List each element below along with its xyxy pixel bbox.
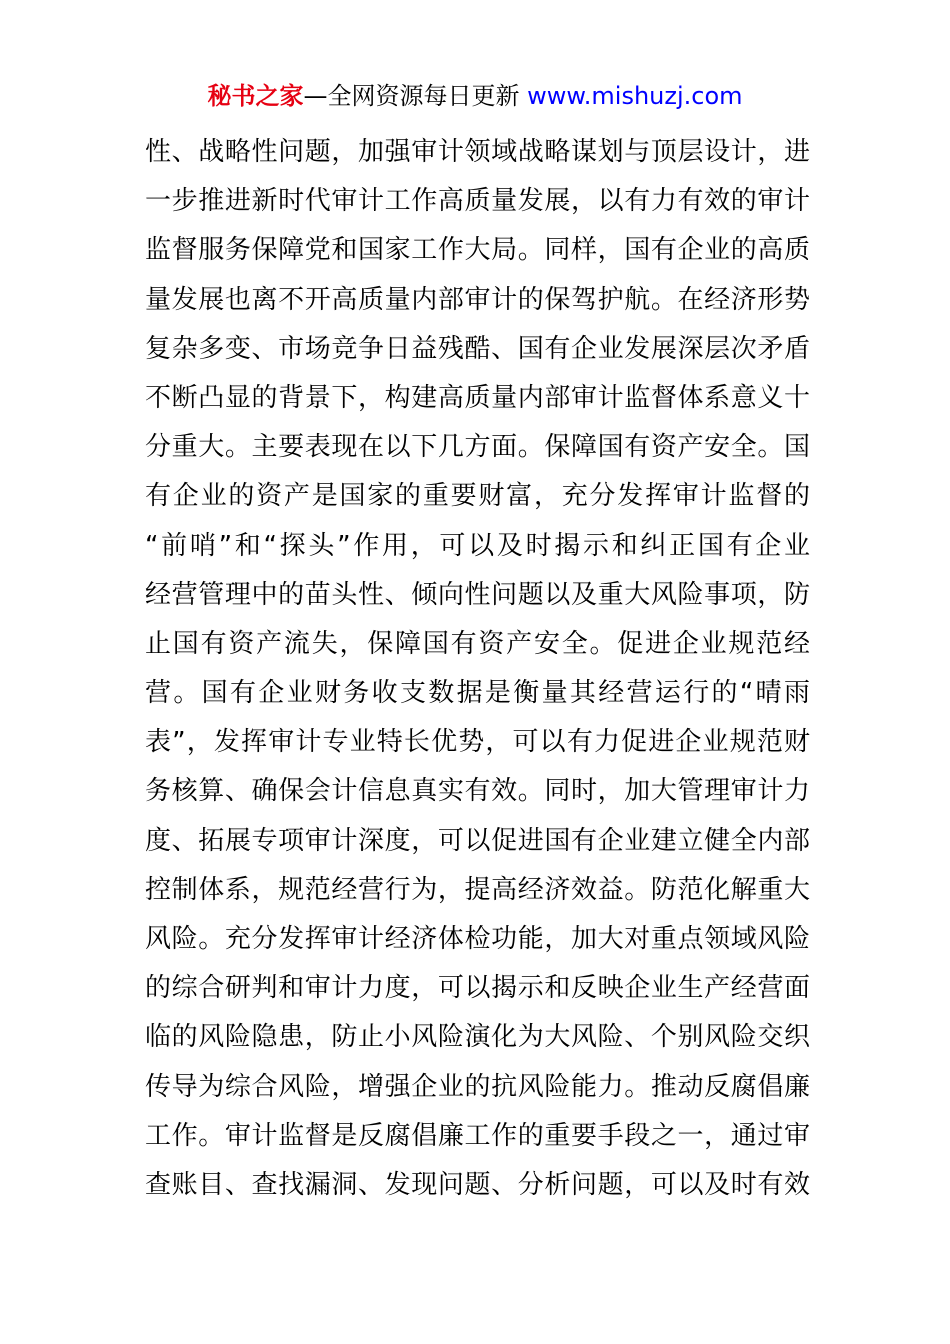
text-line: 工作。审计监督是反腐倡廉工作的重要手段之一，通过审 [145, 1120, 810, 1151]
text-line: 有企业的资产是国家的重要财富，充分发挥审计监督的 [145, 481, 810, 512]
text-line: 传导为综合风险，增强企业的抗风险能力。推动反腐倡廉 [145, 1071, 810, 1102]
text-line: 查账目、查找漏洞、发现问题、分析问题，可以及时有效 [145, 1169, 810, 1200]
text-line: 监督服务保障党和国家工作大局。同样，国有企业的高质 [145, 235, 810, 266]
site-url-link[interactable]: www.mishuzj.com [527, 82, 743, 110]
text-line: 不断凸显的背景下，构建高质量内部审计监督体系意义十 [145, 382, 810, 413]
text-line: 风险。充分发挥审计经济体检功能，加大对重点领域风险 [145, 924, 810, 954]
text-line: 务核算、确保会计信息真实有效。同时，加大管理审计力 [145, 776, 810, 807]
text-line: 复杂多变、市场竞争日益残酷、国有企业发展深层次矛盾 [145, 333, 810, 364]
text-line: 表”，发挥审计专业特长优势，可以有力促进企业规范财 [145, 727, 810, 758]
text-line: 分重大。主要表现在以下几方面。保障国有资产安全。国 [145, 432, 810, 463]
text-line: 经营管理中的苗头性、倾向性问题以及重大风险事项，防 [145, 579, 810, 610]
site-tagline: —全网资源每日更新 [303, 82, 520, 110]
text-line: 性、战略性问题，加强审计领域战略谋划与顶层设计，进 [145, 137, 810, 167]
document-body [145, 128, 810, 1210]
text-line: 量发展也离不开高质量内部审计的保驾护航。在经济形势 [145, 284, 810, 315]
site-brand: 秘书之家 [207, 82, 304, 110]
text-line: “前哨”和“探头”作用，可以及时揭示和纠正国有企业 [145, 530, 810, 561]
text-line: 营。国有企业财务收支数据是衡量其经营运行的“晴雨 [145, 678, 810, 709]
text-line: 的综合研判和审计力度，可以揭示和反映企业生产经营面 [145, 973, 810, 1004]
text-line: 控制体系，规范经营行为，提高经济效益。防范化解重大 [145, 874, 810, 905]
text-line: 止国有资产流失，保障国有资产安全。促进企业规范经 [145, 628, 810, 659]
text-line: 度、拓展专项审计深度，可以促进国有企业建立健全内部 [145, 825, 810, 856]
text-line: 临的风险隐患，防止小风险演化为大风险、个别风险交织 [145, 1022, 810, 1053]
text-line: 一步推进新时代审计工作高质量发展，以有力有效的审计 [145, 186, 810, 217]
site-header [0, 80, 950, 112]
